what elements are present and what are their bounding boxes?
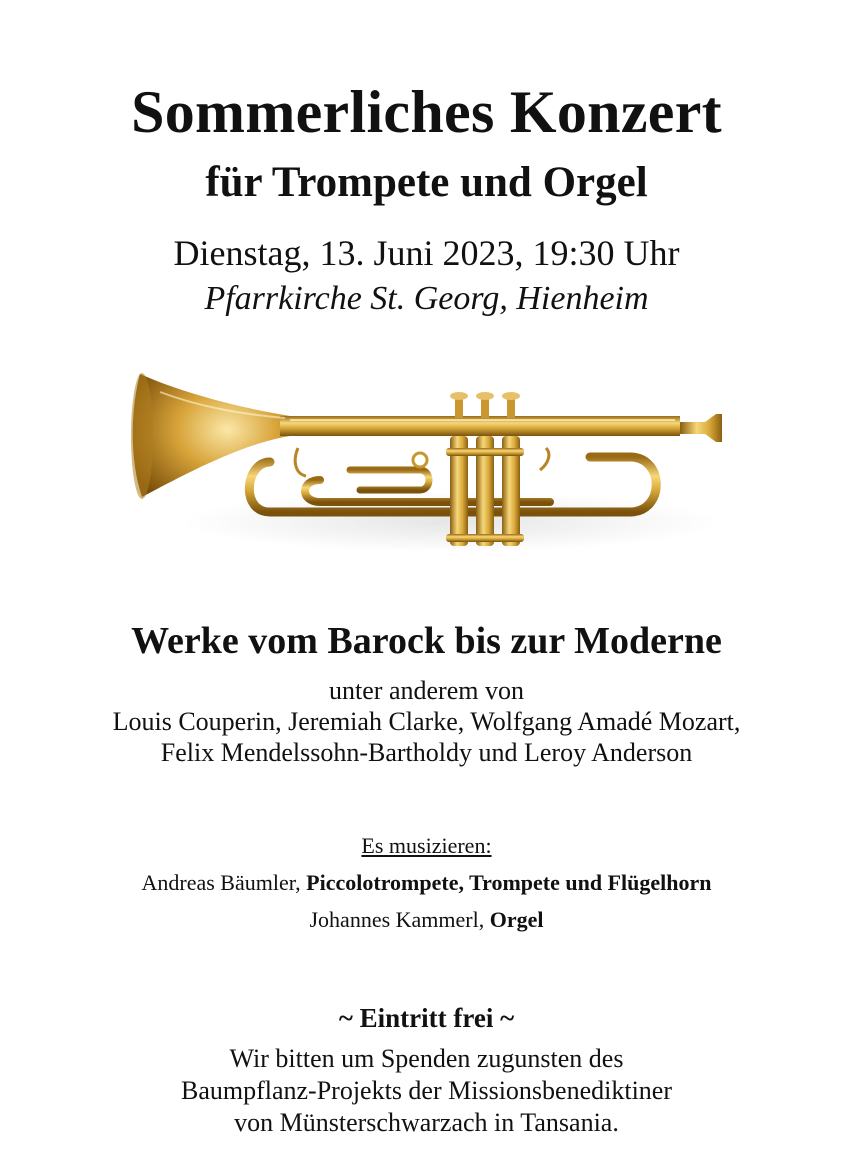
performer-name: Andreas Bäumler, [141, 870, 307, 895]
performer-1 [0, 869, 853, 897]
performer-role: Piccolotrompete, Trompete und Flügelhorn [306, 870, 712, 895]
composers-line-2: Felix Mendelssohn-Bartholdy und Leroy Anderson [160, 738, 693, 767]
performer-name: Johannes Kammerl, [309, 907, 490, 932]
composers-line-1: Louis Couperin, Jeremiah Clarke, Wolfgang Amadé Mozart, [112, 707, 741, 736]
works-intro: unter anderem von [329, 676, 524, 705]
event-venue: Pfarrkirche St. Georg, Hienheim [204, 280, 649, 317]
donation-line-1: Wir bitten um Spenden zugunsten des [229, 1044, 624, 1073]
admission-note: ~ Eintritt frei ~ [338, 1003, 515, 1033]
trumpet-icon [120, 352, 740, 562]
performer-2 [0, 906, 853, 934]
event-date: Dienstag, 13. Juni 2023, 19:30 Uhr [173, 233, 680, 273]
donation-line-3: von Münsterschwarzach in Tansania. [234, 1108, 619, 1137]
works-heading: Werke vom Barock bis zur Moderne [131, 620, 722, 662]
performer-role: Orgel [489, 907, 544, 932]
page-subtitle: für Trompete und Orgel [205, 159, 648, 206]
performers-heading: Es musizieren: [361, 833, 492, 858]
page-title: Sommerliches Konzert [131, 79, 722, 145]
donation-line-2: Baumpflanz-Projekts der Missionsbenediktiner [180, 1076, 673, 1105]
